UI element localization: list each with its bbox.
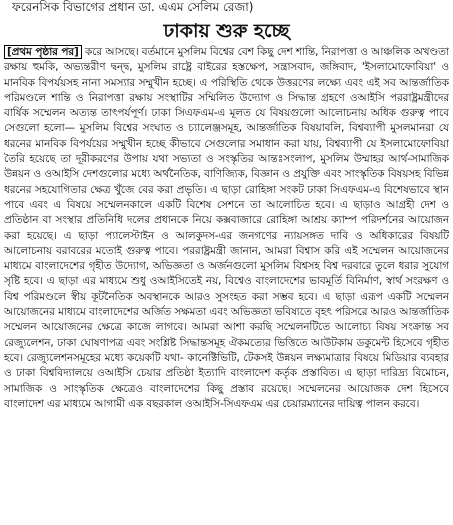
article-headline: ঢাকায় শুরু হচ্ছে bbox=[163, 20, 290, 42]
previous-article-tail: ফরেনসিক বিভাগের প্রধান ডা. এএম সেলিম রেজা) bbox=[12, 0, 254, 14]
article-body bbox=[4, 45, 449, 511]
continued-from-front-page-marker: [প্রথম পৃষ্ঠার পর] bbox=[4, 45, 82, 59]
article-body-text: করে আসছে। বর্তমানে মুসলিম বিশ্বের বেশ কিছু দেশ শান্তি, নিরাপত্তা ও আঞ্চলিক অখণ্ডতা রক্ষায় হুমকি, অভ্যন্তরীণ দ্বন্দ্ব, মুসলিম রাষ্ট্রে বাইরের হস্তক্ষেপ, সন্ত্রাসবাদ, জঙ্গিবাদ, 'ইসলামোফোবিয়া' ও মানবিক বিপর্যয়সহ নানা সমস্যার সম্মুখীন হচ্ছে। এ পরিস্থিতি থেকে উত্তরণের লক্ষ্যে এবং এই সব আন্তর্জাতিক পরিমণ্ডলে শান্তি ও নিরাপত্তা রক্ষায় সংস্থাটির সম্মিলিত উদ্যোগ ও সিদ্ধান্ত গ্রহণে ওআইসি পররাষ্ট্রমন্ত্রীদের বার্ষিক সম্মেলন অত্যন্ত তাৎপর্যপূর্ণ। ঢাকা সিএফএম-এ মূলত যে বিষয়গুলো আলোচনায় অধিক গুরুত্ব পাবে সেগুলো হলো— মুসলিম বিশ্বের সংঘাত ও চ্যালেঞ্জসমূহ, আন্তর্জাতিক বিষয়াবলি, বিশ্বব্যাপী মুসলমানরা যে ধরনের মানবিক বিপর্যয়ের সম্মুখীন হচ্ছে কীভাবে সেগুলোর সমাধান করা যায়, বিশ্বব্যাপী যে ইসলামোফোবিয়া তৈরি হয়েছে তা দূরীকরণের উপায় যথা সভ্যতা ও সংস্কৃতির আন্তঃসংলাপ, মুসলিম উম্মাহর আর্থ-সামাজিক উন্নয়ন ও ওআইসি দেশগুলোর মধ্যে অর্থনৈতিক, বাণিজ্যিক, বিজ্ঞান ও প্রযুক্তি এবং সাংস্কৃতিক বিষয়সহ বিভিন্ন ধরনের সহযোগিতার ক্ষেত্র খুঁজে বের করা প্রভৃতি। এ ছাড়া রোহিঙ্গা সংকট ঢাকা সিএফএম-এ বিশেষভাবে স্থান পাবে এবং এ বিষয়ে সম্মেলনকালে একটি বিশেষ সেশনে তা আলোচিত হবে। এ ছাড়াও আগ্রহী দেশ ও প্রতিষ্ঠান বা সংস্থার প্রতিনিধি দলের প্রধানকে নিয়ে কক্সবাজারে রোহিঙ্গা আশ্রয় ক্যাম্প পরিদর্শনের আয়োজন করা হয়েছে। এ ছাড়া প্যালেস্টাইন ও আলকুদস-এর জনগণের ন্যায়সঙ্গত দাবি ও অধিকারের বিষয়টি আলোচনায় বরাবরের মতোই গুরুত্ব পাবে। পররাষ্ট্রমন্ত্রী জানান, আমরা বিশ্বাস করি এই সম্মেলন আয়োজনের মাধ্যমে বাংলাদেশের গৃহীত উদ্যোগ, অভিজ্ঞতা ও অর্জনগুলো মুসলিম বিশ্বসহ বিশ্ব দরবারে তুলে ধরার সুযোগ সৃষ্টি হবে। এ ছাড়া এর মাধ্যমে শুধু ওআইসিতেই নয়, বিশ্বেও বাংলাদেশের ভাবমূর্তি বিনির্মাণ, স্বার্থ সংরক্ষণ ও বিশ্ব পরিমণ্ডলে স্বীয় কূটনৈতিক অবস্থানকে আরও সুসংহত করা সম্ভব হবে। এ ছাড়া এরূপ একটি সম্মেলন আয়োজনের মাধ্যমে বাংলাদেশের অর্জিত সক্ষমতা এবং অভিজ্ঞতা ভবিষ্যতে বৃহৎ পরিসরে আরও আন্তর্জাতিক সম্মেলন আয়োজনের ক্ষেত্রে কাজে লাগবে। আমরা আশা করছি সম্মেলনটিতে আলোচ্য বিষয় সংক্রান্ত সব রেজ্যুলেশন, ঢাকা ঘোষণাপত্র এবং সংশ্লিষ্ট সিদ্ধান্তসমূহ ঐকমত্যের ভিত্তিতে আউটকাম ডকুমেন্ট হিসেবে গৃহীত হবে। রেজ্যুলেশনসমূহের মধ্যে কয়েকটি যথা- কানেক্টিভিটি, টেকসই উন্নয়ন লক্ষ্যমাত্রার বিষয়ে মিডিয়ার ব্যবহার ও ঢাকা বিশ্ববিদ্যালয়ে ওআইসি চেয়ার প্রতিষ্ঠা ইত্যাদি বাংলাদেশ কর্তৃক প্রস্তাবিত। এ ছাড়া দারিদ্র্য বিমোচন, সামাজিক ও সাংস্কৃতিক ক্ষেত্রেও বাংলাদেশের কিছু প্রস্তাব রয়েছে। সম্মেলনের আয়োজক দেশ হিসেবে বাংলাদেশ এর মাধ্যমে আগামী এক বছরকাল ওআইসি-সিএফএম এর চেয়ারম্যানের দায়িত্ব পালন করবে। bbox=[4, 46, 449, 410]
